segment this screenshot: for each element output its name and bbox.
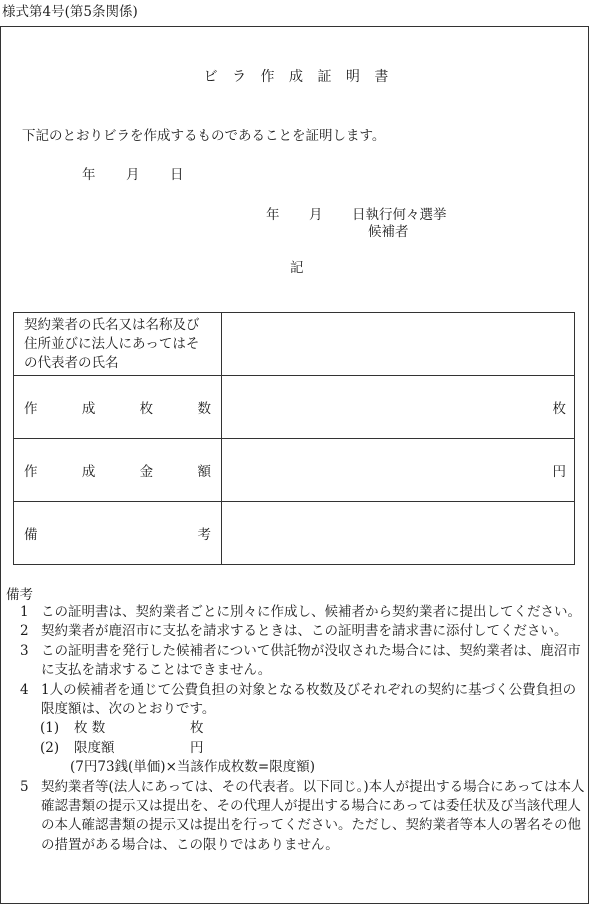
ki-heading: 記 <box>290 260 304 276</box>
table-row <box>14 502 575 565</box>
title-char: 明 <box>345 69 360 85</box>
election-date-year: 年 <box>266 207 280 223</box>
title-char: 作 <box>260 69 275 85</box>
note-number: 5 <box>20 778 29 795</box>
limit-formula-text: (7円73銭(単価)×当該作成枚数=限度額) <box>70 759 315 776</box>
remarks-label-cell <box>14 502 222 565</box>
amount-label-char: 額 <box>197 464 211 480</box>
limit-item-unit: 円 <box>190 739 204 756</box>
amount-value-cell <box>222 439 575 502</box>
candidate-label: 候補者 <box>368 224 409 240</box>
election-name: 日執行何々選挙 <box>352 207 447 223</box>
copies-label-cell <box>14 376 222 439</box>
election-date-month: 月 <box>309 207 323 223</box>
note-item <box>0 681 592 720</box>
issue-date-month: 月 <box>126 167 140 183</box>
limit-item-label: 限度額 <box>74 739 115 756</box>
title-char: 証 <box>317 69 332 85</box>
note-item <box>0 603 592 622</box>
copies-label-char: 作 <box>24 401 38 417</box>
amount-label-char: 作 <box>24 464 38 480</box>
certification-table <box>13 312 575 565</box>
notes-heading: 備考 <box>6 587 33 603</box>
limit-item-number: (1) <box>40 720 60 737</box>
note-text: この証明書を発行した候補者について供託物が没収された場合には、契約業者は、鹿沼市に支払を請求することはできません。 <box>41 642 581 679</box>
limit-item-amount <box>0 739 592 758</box>
table-row <box>14 376 575 439</box>
form-number: 様式第4号(第5条関係) <box>2 4 138 20</box>
remarks-value-cell <box>222 502 575 565</box>
title-char: 成 <box>289 69 303 85</box>
document-title <box>0 66 592 86</box>
note-item <box>0 778 592 856</box>
note-number: 1 <box>20 604 29 620</box>
note-text: 1人の候補者を通じて公費負担の対象となる枚数及びそれぞれの契約に基づく公費負担の限度額は、次のとおりです。 <box>41 681 577 718</box>
note-text: 契約業者等(法人にあっては、その代表者。以下同じ。)本人が提出する場合にあっては本人確認書類の提示又は提出を、その代理人が提出する場合にあっては委任状及び当該代理人の本人確認書類の提示又は提出を行ってください。ただし、契約業者等本人の署名その他の措置がある場合は、この限りではありません。 <box>41 778 585 853</box>
copies-value-cell <box>222 376 575 439</box>
limit-item-copies <box>0 719 592 738</box>
note-number: 3 <box>20 642 29 659</box>
amount-label-cell <box>14 439 222 502</box>
notes-list <box>0 603 592 855</box>
copies-label-char: 枚 <box>139 401 154 417</box>
remarks-label-char: 備 <box>24 527 38 543</box>
table-row <box>14 439 575 502</box>
issue-date-day: 日 <box>170 167 184 183</box>
note-item <box>0 642 592 681</box>
title-char: 書 <box>374 69 389 85</box>
certification-statement: 下記のとおりビラを作成するものであることを証明します。 <box>22 128 386 144</box>
copies-label-char: 成 <box>81 401 96 417</box>
limit-item-number: (2) <box>40 739 60 756</box>
note-text: この証明書は、契約業者ごとに別々に作成し、候補者から契約業者に提出してください。 <box>41 604 581 620</box>
remarks-label-char: 考 <box>197 527 211 543</box>
note-text: 契約業者が鹿沼市に支払を請求するときは、この証明書を請求書に添付してください。 <box>41 623 568 640</box>
copies-label-char: 数 <box>197 401 211 417</box>
amount-unit: 円 <box>552 464 566 480</box>
title-char: ラ <box>232 69 247 85</box>
note-number: 4 <box>20 681 29 698</box>
issue-date-year: 年 <box>82 167 96 183</box>
amount-label-char: 成 <box>81 464 96 480</box>
limit-item-label: 枚 数 <box>74 720 106 737</box>
copies-unit: 枚 <box>552 401 566 417</box>
note-number: 2 <box>20 623 29 640</box>
note-item <box>0 622 592 641</box>
limit-formula <box>0 758 592 777</box>
contractor-label-cell <box>14 313 222 376</box>
limit-item-unit: 枚 <box>190 720 204 737</box>
title-char: ビ <box>203 69 218 85</box>
contractor-label: 契約業者の氏名又は名称及び住所並びに法人にあってはその代表者の氏名 <box>24 316 200 371</box>
amount-label-char: 金 <box>139 464 154 480</box>
contractor-value-cell <box>222 313 575 376</box>
table-row <box>14 313 575 376</box>
